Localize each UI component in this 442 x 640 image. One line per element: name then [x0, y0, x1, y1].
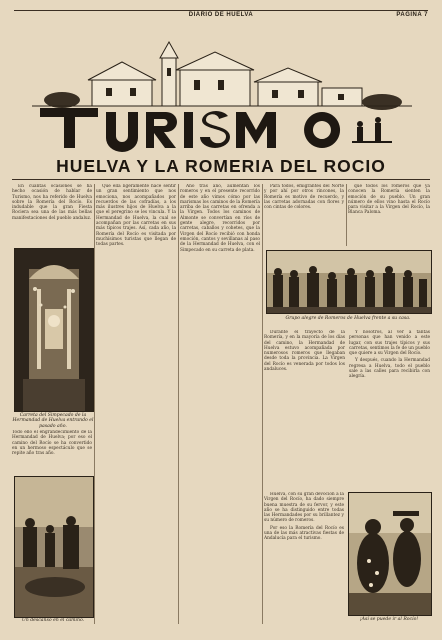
- column-separator: [94, 184, 95, 624]
- article-column-1-continued: Todo ello el engrandecimiento de la Hermandad de Huelva; por eso el camino del Rocío se ha convertido en un hermoso espectáculo que se repite año tras año.: [12, 430, 92, 457]
- photo-caption: Un descanso en el camino.: [21, 618, 85, 623]
- photo-descanso-camino: [14, 476, 94, 618]
- publication-name: DIARIO DE HUELVA: [188, 12, 254, 18]
- header-rule: [14, 10, 428, 11]
- article-column-5: que todos los romeros que ya conocen la Romería sienten la emoción de su pueblo. Un gran número de ellos vino hasta el Rocío para visitar a la Virgen del Rocío, la Blanca Paloma.: [348, 184, 430, 216]
- column-separator: [346, 184, 347, 246]
- article-column-1: En cuantas ocasiones se ha hecho ocasión de hablar de Turismo, nos ha referido de Huelva sobre la Romería del Rocío. Es indudable que la gran Fiesta Rociera sea una de las más bellas manifestaciones del pueblo andaluz.: [12, 184, 92, 221]
- column-separator: [178, 184, 179, 624]
- article-column-4: Para todos, emigrantes del Norte y por ahí por otros rincones, la Romería es motivo de recuerdo, y las carretas adornadas con flores y con cintas de colores.: [264, 184, 344, 211]
- photo-grupo-romeros: [266, 250, 432, 314]
- photo-caption: Grupo alegre de Romeros de Huelva frente a su casa.: [285, 316, 411, 321]
- photo-asi-se-puede-ir: [348, 492, 432, 616]
- photo-caption: ¡Así se puede ir al Rocío!: [359, 617, 419, 622]
- article-column-3: Año tras año, aumentan los romeros y en el presente recorrido de este año vimos cómo por las marismas los caminos de la Romería arriba de las carretas en ofrenda a la Virgen. Todos los caminos de Almonte se convertían en ríos de gente alegre, recorridos por carretas, caballos y cohetes, que la Virgen del Rocío recibió con honda emoción, cantos y sevillanas al paso de la Hermandad de Huelva, con el Simpecado en su carreta de plata.: [180, 184, 260, 253]
- headline-rule: [12, 179, 430, 180]
- article-column-4-bottom: Huelva, con su gran devoción a la Virgen del Rocío, ha dado siempre buena muestra de su fervor, y este año se ha distinguido entre todas las Hermandades por su brillantez y su número de romeros. Por eso la Romería del Rocío es una de las más atractivas fiestas de Andalucía para el turismo.: [264, 492, 344, 542]
- turismo-banner-illustration: [22, 28, 422, 152]
- page-header: [14, 12, 428, 22]
- article-headline: HUELVA Y LA ROMERIA DEL ROCIO: [56, 156, 386, 176]
- column-separator: [262, 184, 263, 624]
- page-number: PAGINA 7: [396, 12, 428, 18]
- article-columns-4-5-continued: Durante el trayecto de la Romería, y en la mayoría de los días del camino, la Hermandad de Huelva estuvo acompañada por numerosos romeros que llegaban desde toda la provincia. La Virgen del Rocío es venerada por todos los andaluces. Y nosotros, al ver a tantas personas que han venido a este lugar, con sus trajes típicos y sus carretas, sentimos la fe de un pueblo que quiere a su Virgen del Rocío. Y después, cuando la Hermandad regresa a Huelva, todo el pueblo sale a las calles para recibirla con alegría.: [264, 330, 430, 380]
- photo-caption: Carreta del Simpecado de la Hermandad de Huelva entrando el pasado año.: [12, 413, 94, 429]
- photo-simpecado-carreta: [14, 248, 94, 412]
- article-column-2: Que ella ligeramente hace sentir un gran sentimiento que nos emociona, nos acompañados por recuerdos de las cofradías, a los más ilustres hijos de Huelva a la que el peregrino se les vincula. Y la Hermandad de Huelva, la cual se acompañan por las carretas en sus más típicos trajes. Así, cada año, la Romería del Rocío es visitada por muchísimos turistas que llegan de todas partes.: [96, 184, 176, 248]
- turismo-banner: [22, 28, 422, 152]
